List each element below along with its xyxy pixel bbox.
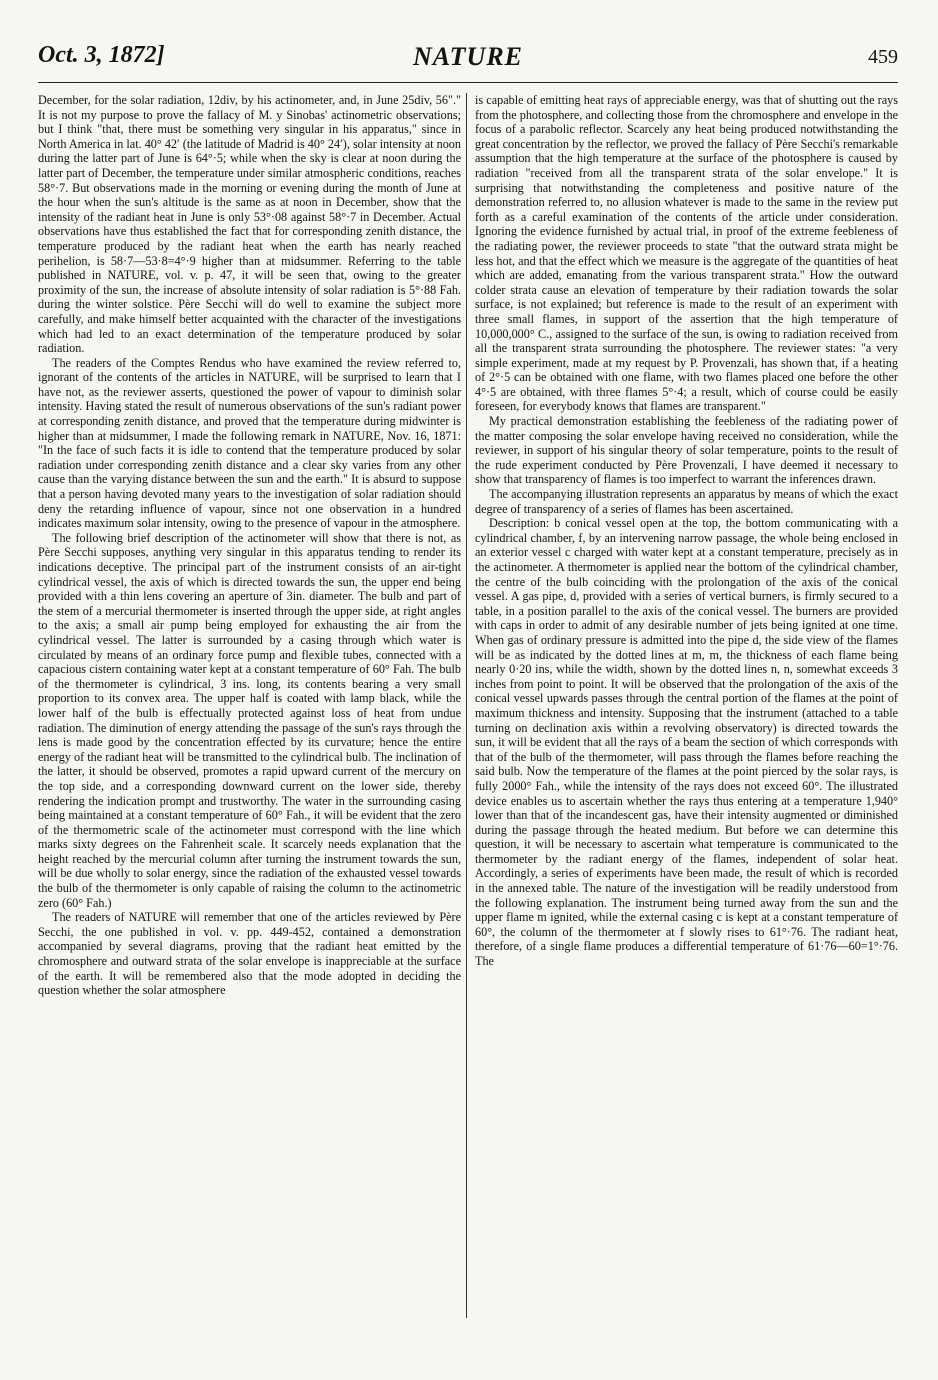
journal-title: NATURE bbox=[412, 42, 524, 71]
paragraph: Description: b conical vessel open at the top, the bottom communicating with a cylindrical chamber, f, by an intervening narrow passage, the whole being enclosed in an exterior vessel c charged with water kept at a constant temperature, precisely as in the actinometer. A thermometer is applied near the bottom of the cylindrical chamber, the centre of the bulb coinciding with the prolongation of the axis of the conical vessel. A gas pipe, d, provided with a series of vertical burners, is firmly secured to a table, in a position parallel to the axis of the conical vessel. The burners are provided with caps in order to admit of any desirable number of jets being ignited at one time. When gas of ordinary pressure is admitted into the pipe d, the side view of the flames will be as indicated by the dotted lines at m, m, the thickness of each flame being nearly 0·20 ins, while the width, shown by the dotted lines n, n, somewhat exceeds 3 inches from point to point. It will be observed that the prolongation of the axis of the conical vessel upwards passes through the central portion of the flames at the point of maximum thickness and intensity. Supposing that the instrument (attached to a table turning on declination axis within a revolving observatory) is directed towards the sun, it will be evident that all the rays of a beam the section of which corresponds with that of the bulb of the thermometer, will pass through the flames before reaching the said bulb. Now the temperature of the flames at the point pierced by the solar rays, is fully 2000° Fah., while the intensity of the rays does not exceed 60°. The illustrated device enables us to ascertain whether the rays thus entering at a temperature 1,940° lower than that of the incandescent gas, have their intensity augmented or diminished during the passage through the heated medium. But before we can determine this question, it will be necessary to ascertain what temperature is communicated to the thermometer by the radiant energy of the flames, independent of solar heat. Accordingly, a series of experiments have been made, the result of which is recorded in the annexed table. The nature of the investigation will be readily understood from the following explanation. The instrument being turned away from the sun and the upper flame m ignited, while the external casing c is kept at a constant temperature of 60°, the column of the thermometer at f slowly rises to 61°·76. The radiant heat, therefore, of a single flame produces a differential temperature of 61·76—60=1°·76. The bbox=[475, 516, 898, 969]
page-header bbox=[38, 40, 898, 83]
paragraph: My practical demonstration establishing the feebleness of the radiating power of the matter composing the solar envelope having received no consideration, while the reviewer, in support of his singular theory of solar temperature, points to the result of the rude experiment conducted by Père Provenzali, I have deemed it necessary to show that transparency of flames is too imperfect to warrant the inferences drawn. bbox=[475, 414, 898, 487]
paragraph: December, for the solar radiation, 12div, by his actinometer, and, in June 25div, 56"." It is not my purpose to prove the fallacy of M. y Sinobas' actinometric observations; but I think "that, there must be something very singular in his apparatus," since in North America in lat. 40° 42′ (the latitude of Madrid is 40° 24′), solar intensity at noon during the latter part of June is 64°·5; while when the sky is clear at noon during the latter part of December, the temperature under similar atmospheric conditions, reaches 58°·7. But observations made in the morning or evening during the month of June at the hour when the sun's altitude is the same as at noon in December, show that the intensity of the radiant heat in June is only 53°·08 against 58°·7 in December. Actual observations have thus established the fact that for corresponding zenith distance, the temperature produced by the radiant heat when the earth has nearly reached perihelion, is 58·7—53·8=4°·9 higher than at midsummer. Referring to the table published in NATURE, vol. v. p. 47, it will be seen that, owing to the greater proximity of the sun, the increase of absolute intensity of solar radiation is 5°·88 Fah. during the winter solstice. Père Secchi will do well to examine the subject more carefully, and make himself better acquainted with the character of the investigations which had led to an exact determination of the temperature produced by solar radiation. bbox=[38, 93, 461, 356]
left-column bbox=[38, 93, 461, 998]
paragraph: is capable of emitting heat rays of appreciable energy, was that of shutting out the rays from the photosphere, and collecting those from the chromosphere and envelope in the focus of a parabolic reflector. Scarcely any heat being produced notwithstanding the great concentration by the reflector, we proved the fallacy of Père Secchi's remarkable assumption that the high temperature at the surface of the photosphere is caused by radiation "received from all the transparent strata of the solar envelope." It is surprising that notwithstanding the completeness and positive nature of the demonstration referred to, no allusion whatever is made to the same in the review put forth as a careful examination of the contents of the article under consideration. Ignoring the evidence furnished by actual trial, in proof of the extreme feebleness of the radiating power, the reviewer proceeds to state "that the outward strata might be less hot, and that the effect which we measure is the aggregate of the quantities of heat which are added, emanating from the various transparent strata." How the outward colder strata cause an elevation of temperature by their radiation towards the solar surface, is not explained; but reference is made to the result of an experiment with three small flames, in support of the assertion that the high temperature of 10,000,000° C., assigned to the surface of the sun, is owing to radiation received from all the transparent strata surrounding the photosphere. The reviewer states: "a very simple experiment, made at my request by P. Provenzali, has shown that, if a heating of 2°·5 can be obtained with one flame, with two flames placed one before the other 4°·5 are obtained, with three flames 5°·4; a result, which of course could be easily foreseen, for everybody knows that flames are transparent." bbox=[475, 93, 898, 414]
paragraph: The readers of NATURE will remember that one of the articles reviewed by Père Secchi, the one published in vol. v. pp. 449-452, contained a demonstration accompanied by several diagrams, proving that the radiant heat emitted by the chromosphere and outward strata of the solar envelope is inappreciable at the surface of the earth. It will be remembered also that the mode adopted in deciding the question whether the solar atmosphere bbox=[38, 910, 461, 998]
right-column bbox=[475, 93, 898, 998]
paragraph: The accompanying illustration represents an apparatus by means of which the exact degree of transparency of a series of flames has been ascertained. bbox=[475, 487, 898, 516]
article-body bbox=[38, 93, 898, 998]
column-divider bbox=[466, 93, 467, 1318]
page-number: 459 bbox=[868, 46, 898, 68]
paragraph: The following brief description of the actinometer will show that there is not, as Père Secchi supposes, anything very singular in this apparatus tending to render its indications deceptive. The principal part of the instrument consists of an air-tight cylindrical vessel, the axis of which is directed towards the sun, the upper end being provided with a thin lens covering an aperture of 3in. diameter. The bulb and part of the stem of a mercurial thermometer is inserted through the upper side, at right angles to the axis; a small air pump being employed for exhausting the air from the cylindrical vessel. The latter is surrounded by a casing through which water is circulated by means of an ordinary force pump and flexible tubes, connected with a capacious cistern containing water kept at a constant temperature of 60° Fah. The bulb of the thermometer is cylindrical, 3 ins. long, its contents bearing a very small proportion to its convex area. The upper half is coated with lamp black, while the lower half of the bulb is effectually protected against loss of heat from undue radiation. The diminution of energy attending the passage of the sun's rays through the lens is made good by the concentration effected by its curvature; hence the entire energy of the radiant heat will be transmitted to the cylindrical bulb. The inclination of the latter, it should be observed, promotes a rapid upward current of the mercury on the top side, and a corresponding downward current on the lower side, thereby rendering the indication prompt and trustworthy. The water in the surrounding casing being maintained at a constant temperature of 60° Fah., it will be evident that the zero of the thermometric scale of the actinometer must correspond with the line which marks sixty degrees on the Fahrenheit scale. It scarcely needs explanation that the height reached by the mercurial column after turning the instrument towards the sun, will be due wholly to solar energy, since the radiation of the exhausted vessel towards the bulb of the thermometer is only capable of raising the column to the actinometric zero (60° Fah.) bbox=[38, 530, 461, 910]
paragraph: The readers of the Comptes Rendus who have examined the review referred to, ignorant of the contents of the articles in NATURE, will be surprised to learn that I have not, as the reviewer asserts, questioned the power of vapour to diminish solar intensity. Having stated the result of numerous observations of the sun's radiant power at corresponding zenith distance, and proved that the temperature during midwinter is higher than at midsummer, I made the following remark in NATURE, Nov. 16, 1871: "In the face of such facts it is idle to contend that the temperature produced by solar radiation under corresponding zenith distance and a clear sky varies from any other cause than the varying distance between the sun and the earth." It is absurd to suppose that a person having devoted many years to the investigation of solar radiation should deny the retarding influence of vapour, since not one observation in a hundred indicates maximum solar intensity, owing to the presence of vapour in the atmosphere. bbox=[38, 355, 461, 531]
issue-date: Oct. 3, 1872] bbox=[38, 42, 165, 68]
